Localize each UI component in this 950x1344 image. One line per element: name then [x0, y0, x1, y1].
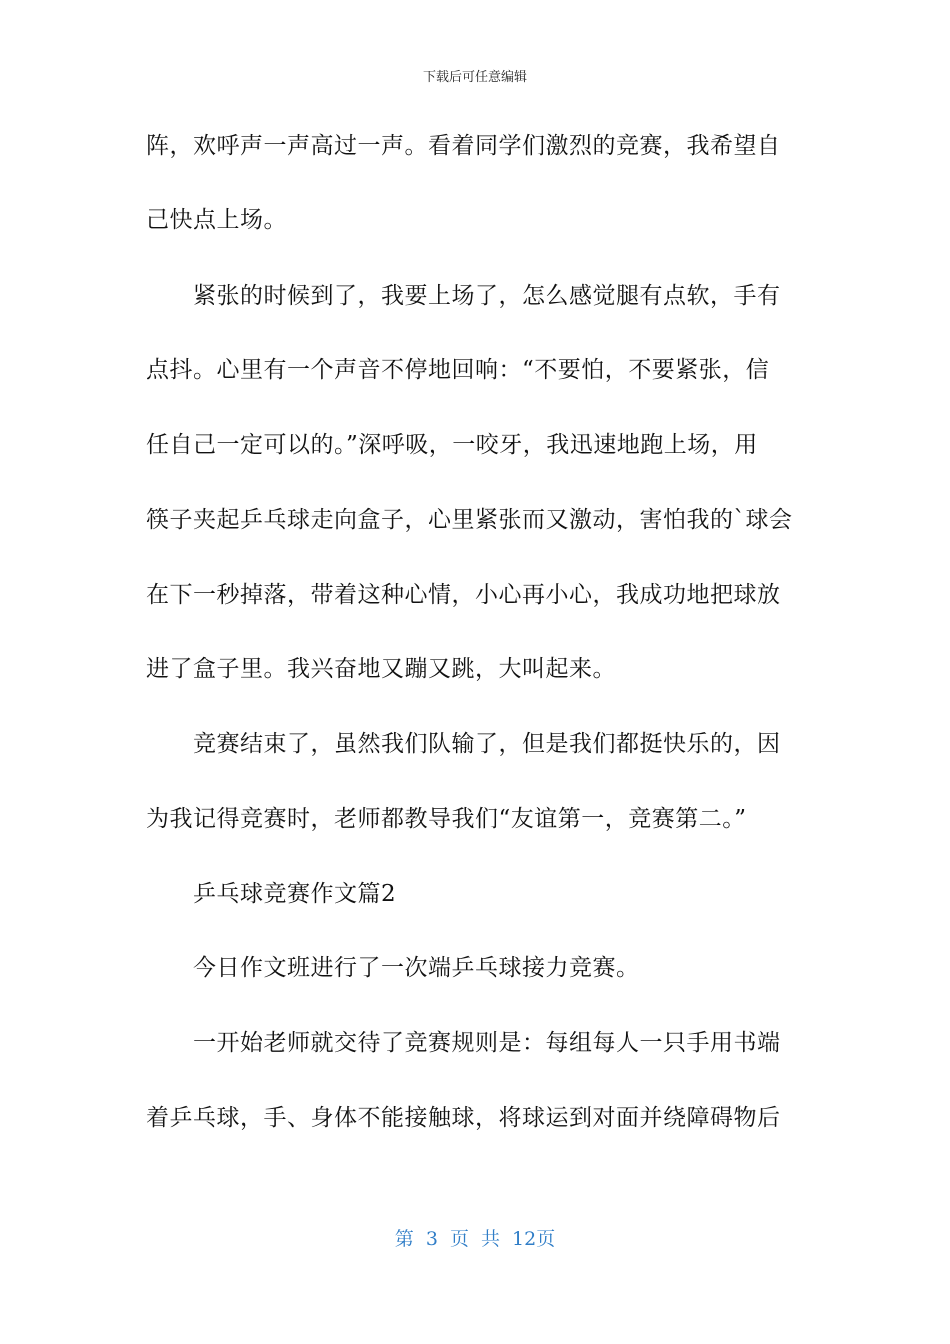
section-heading: 乒乓球竞赛作文篇2	[193, 881, 397, 907]
body-line: 点抖。心里有一个声音不停地回响：“不要怕，不要紧张，信	[146, 357, 770, 383]
body-line: 己快点上场。	[146, 207, 287, 233]
page-number-footer: 第 3 页 共 12页	[394, 1228, 556, 1250]
body-line: 筷子夹起乒乓球走向盒子，心里紧张而又激动，害怕我的`球会	[146, 507, 793, 533]
body-line: 阵，欢呼声一声高过一声。看着同学们激烈的竞赛，我希望自	[146, 133, 781, 159]
body-line: 任自己一定可以的。”深呼吸，一咬牙，我迅速地跑上场，用	[146, 432, 758, 458]
body-line: 今日作文班进行了一次端乒乓球接力竞赛。	[193, 955, 640, 981]
body-line: 竞赛结束了，虽然我们队输了，但是我们都挺快乐的，因	[193, 731, 781, 757]
body-line: 在下一秒掉落，带着这种心情，小心再小心，我成功地把球放	[146, 582, 781, 608]
page-header: 下载后可任意编辑	[422, 70, 527, 85]
body-line: 一开始老师就交待了竞赛规则是：每组每人一只手用书端	[193, 1030, 781, 1056]
body-line: 为我记得竞赛时，老师都教导我们“友谊第一，竞赛第二。”	[146, 806, 747, 832]
body-line: 着乒乓球，手、身体不能接触球，将球运到对面并绕障碍物后	[146, 1105, 781, 1131]
body-line: 紧张的时候到了，我要上场了，怎么感觉腿有点软，手有	[193, 283, 781, 309]
body-line: 进了盒子里。我兴奋地又蹦又跳，大叫起来。	[146, 656, 616, 682]
